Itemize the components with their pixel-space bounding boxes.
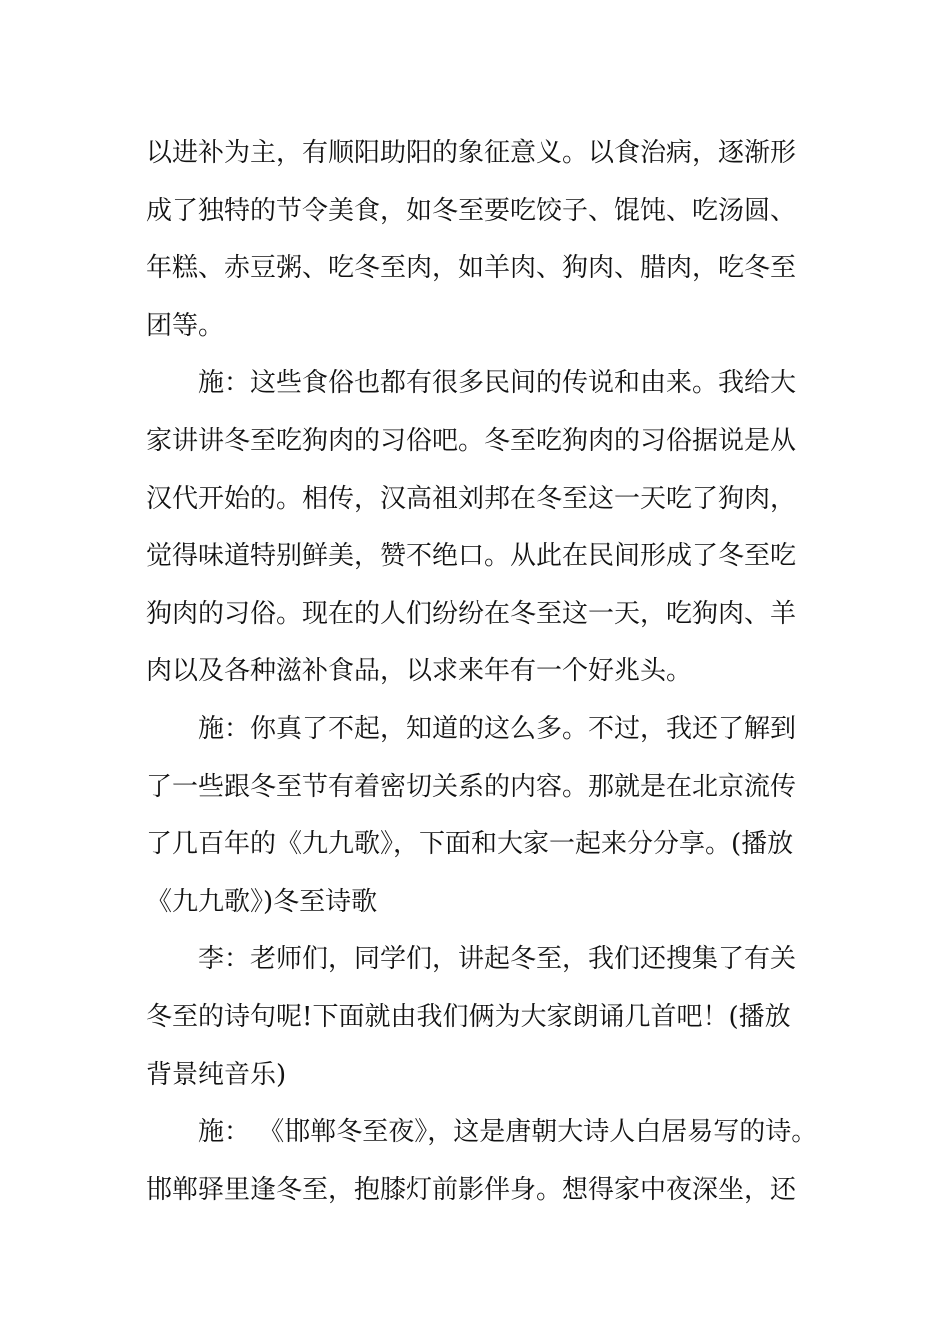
paragraph-start-line: 施： 《邯郸冬至夜》，这是唐朝大诗人白居易写的诗。 [198,1117,818,1148]
text-line: 汉代开始的。相传，汉高祖刘邦在冬至这一天吃了狗肉， [146,483,797,514]
text-line: 年糕、赤豆粥、吃冬至肉，如羊肉、狗肉、腊肉，吃冬至 [146,253,797,284]
text-line: 团等。 [146,310,225,341]
text-line: 家讲讲冬至吃狗肉的习俗吧。冬至吃狗肉的习俗据说是从 [146,425,797,456]
text-line: 以进补为主，有顺阳助阳的象征意义。以食治病，逐渐形 [146,138,797,168]
document-body [146,125,826,1219]
text-line: 背景纯音乐) [146,1059,287,1090]
text-line: 《九九歌》)冬至诗歌 [146,886,378,917]
paragraph-start-line: 李：老师们，同学们，讲起冬至，我们还搜集了有关 [198,944,797,975]
text-line: 觉得味道特别鲜美，赞不绝口。从此在民间形成了冬至吃 [146,541,797,572]
text-line: 冬至的诗句呢!下面就由我们俩为大家朗诵几首吧！(播放 [146,1001,791,1032]
text-line: 狗肉的习俗。现在的人们纷纷在冬至这一天，吃狗肉、羊 [146,598,797,629]
paragraph-start-line: 施：你真了不起，知道的这么多。不过，我还了解到 [198,713,797,744]
paragraph-start-line: 施：这些食俗也都有很多民间的传说和由来。我给大 [198,368,797,399]
text-line: 了一些跟冬至节有着密切关系的内容。那就是在北京流传 [146,771,797,802]
text-line: 成了独特的节令美食，如冬至要吃饺子、馄饨、吃汤圆、 [146,195,797,226]
text-line: 肉以及各种滋补食品，以求来年有一个好兆头。 [146,656,693,687]
text-line: 邯郸驿里逢冬至，抱膝灯前影伴身。想得家中夜深坐，还 [146,1174,797,1205]
text-line: 了几百年的《九九歌》，下面和大家一起来分分享。(播放 [146,829,794,860]
